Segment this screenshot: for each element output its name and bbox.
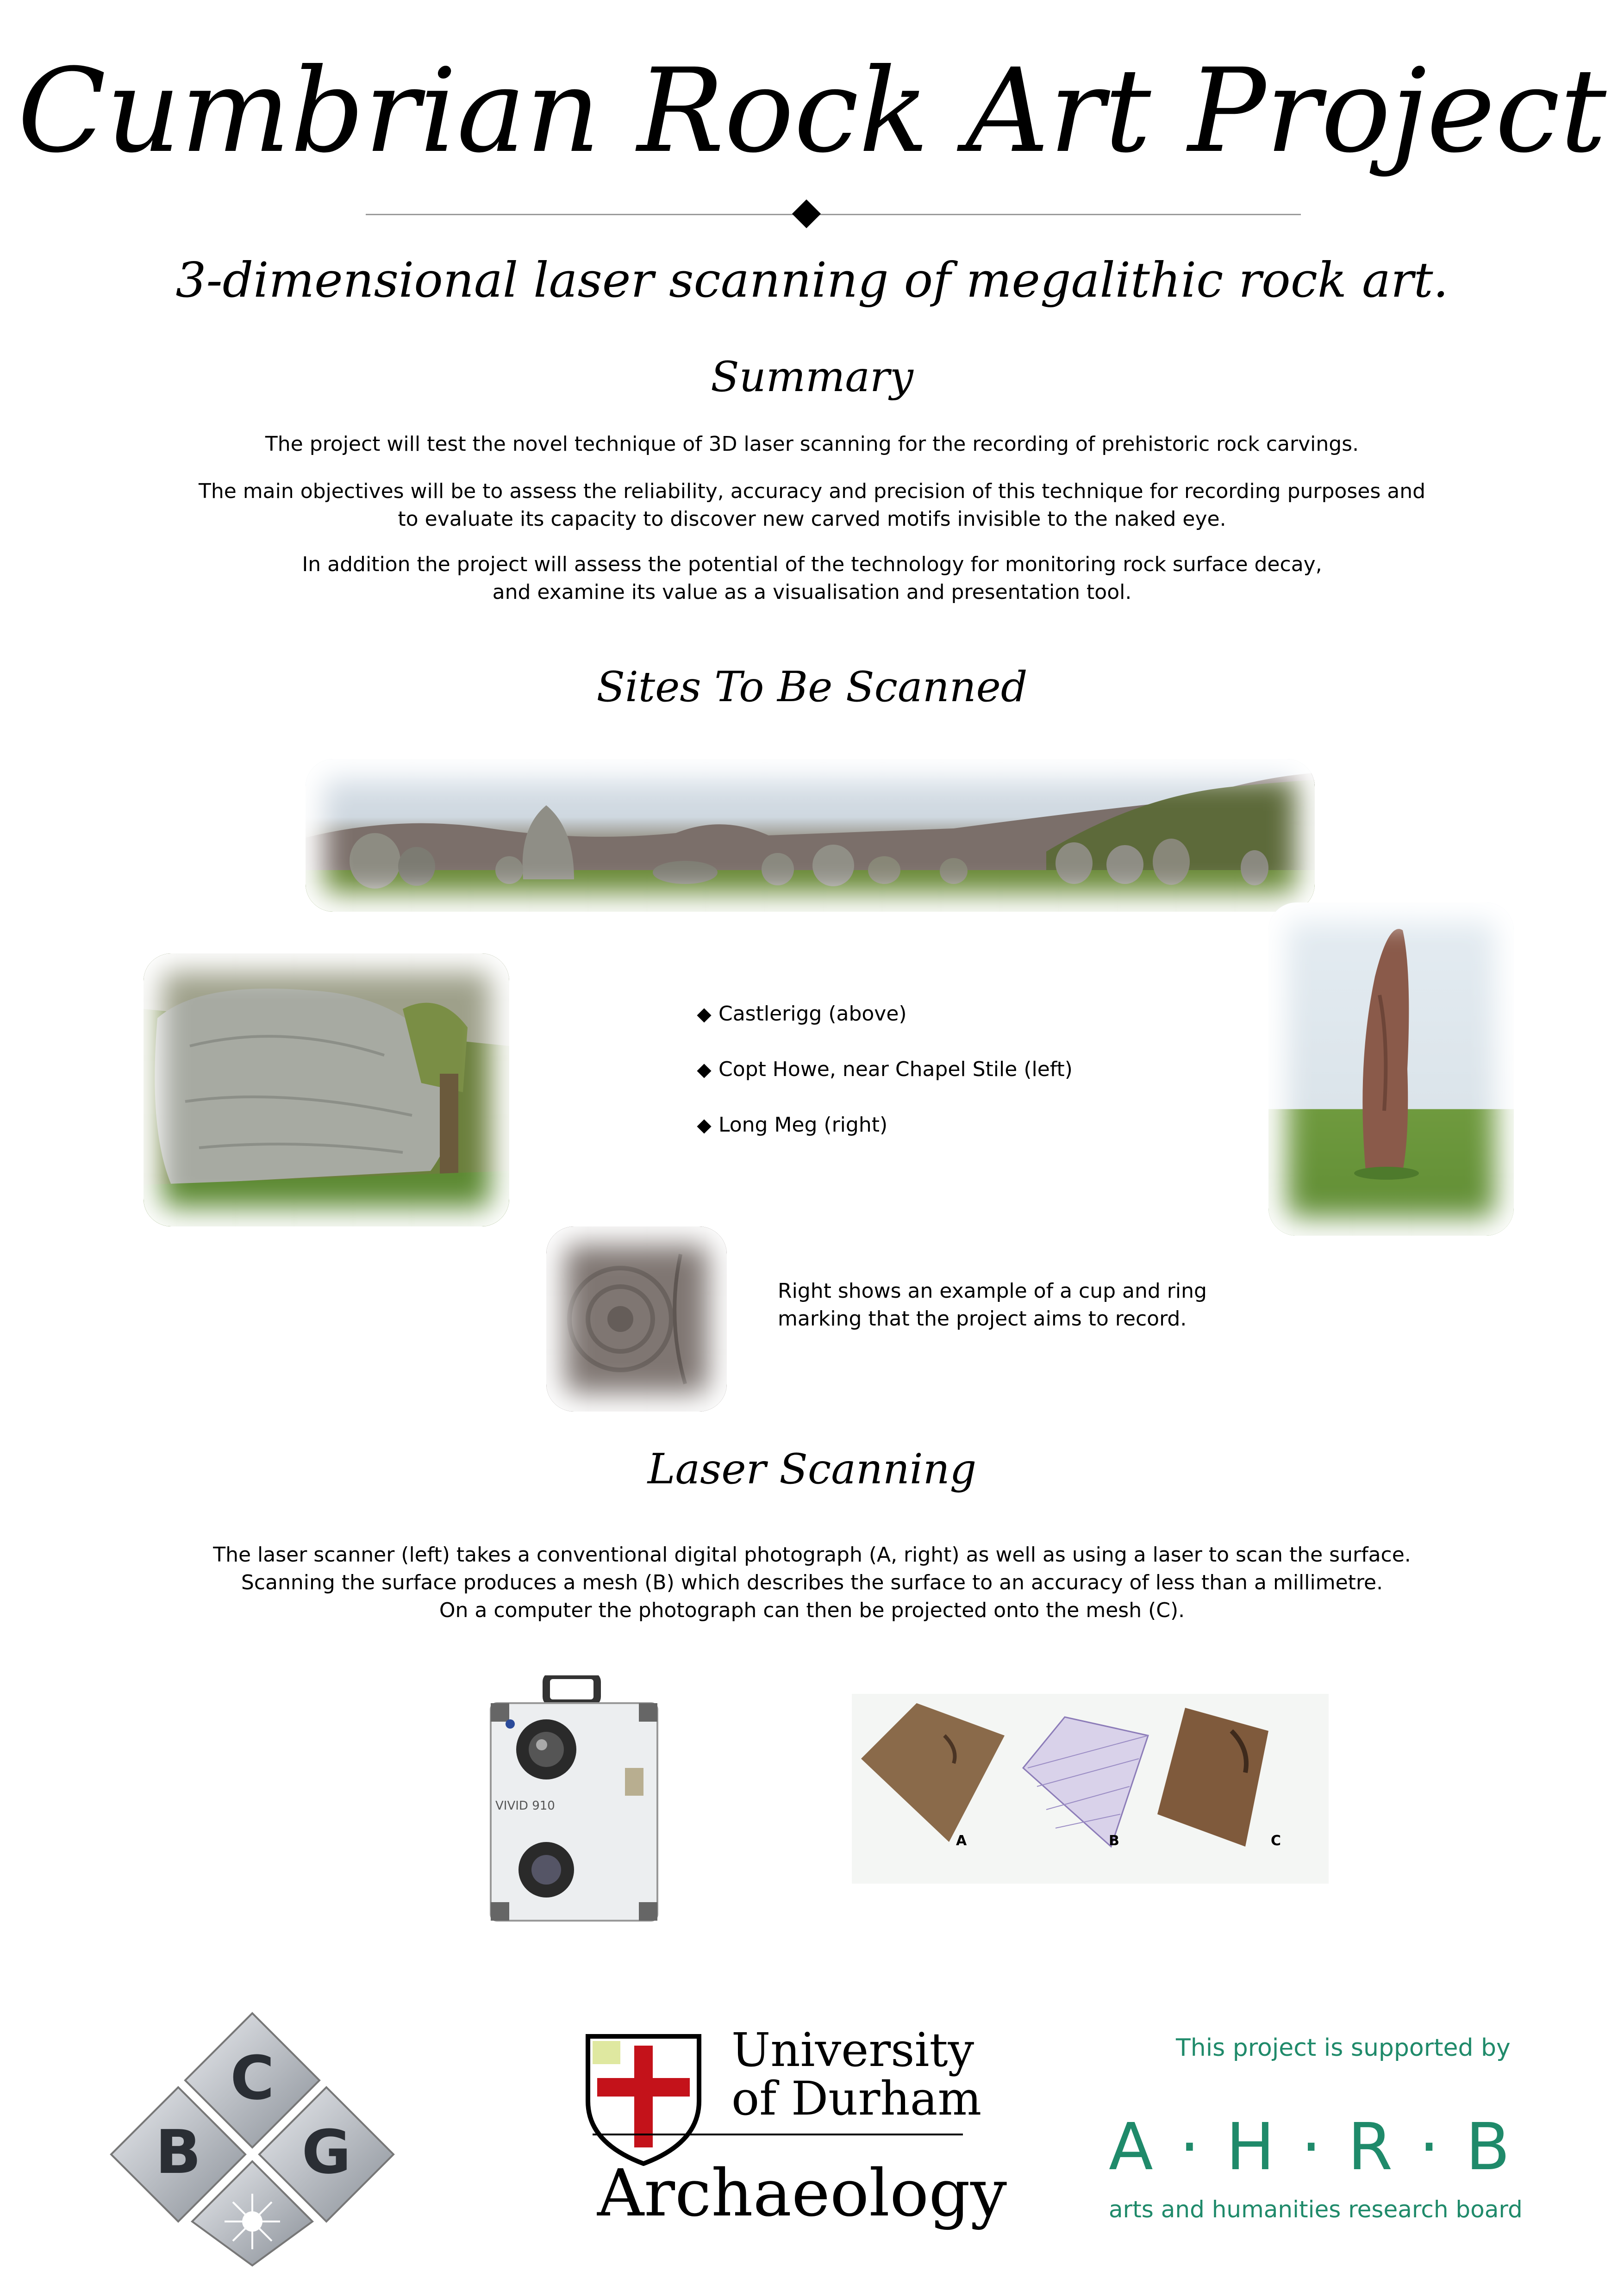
copt-howe-scene <box>144 953 509 1226</box>
durham-shield <box>583 2032 704 2166</box>
ahrb-logo-mark: A · H · R · B <box>1109 2109 1513 2185</box>
summary-paragraph-2a: The main objectives will be to assess the reliability, accuracy and precision of this technique for recording purposes and <box>198 479 1426 503</box>
poster-title: Cumbrian Rock Art Project <box>17 44 1607 178</box>
site-item-castlerigg <box>699 1002 907 1026</box>
summary-paragraph-2b: to evaluate its capacity to discover new carved motifs invisible to the naked eye. <box>398 507 1226 531</box>
cbg-logo-mark <box>102 2009 403 2268</box>
site-item-label: Castlerigg (above) <box>718 1002 907 1026</box>
long-meg-photo <box>1268 902 1514 1236</box>
durham-underline <box>593 2134 963 2135</box>
bullet-diamond-icon <box>697 1064 711 1078</box>
sites-heading: Sites To Be Scanned <box>596 663 1028 711</box>
laser-paragraph-3: On a computer the photograph can then be projected onto the mesh (C). <box>439 1599 1185 1622</box>
cbg-letter-c: C <box>230 2043 275 2113</box>
site-item-label: Copt Howe, near Chapel Stile (left) <box>718 1058 1073 1081</box>
scan-results-drawing <box>852 1694 1329 1884</box>
castlerigg-photo <box>306 759 1315 912</box>
long-meg-scene <box>1268 902 1514 1236</box>
summary-paragraph-3a: In addition the project will assess the potential of the technology for monitoring rock surface decay, <box>302 553 1322 576</box>
scan-results-image <box>852 1694 1329 1884</box>
durham-line-1: University <box>731 2023 974 2077</box>
bullet-diamond-icon <box>697 1119 711 1133</box>
poster-subtitle: 3-dimensional laser scanning of megalithic rock art. <box>175 252 1449 308</box>
mesh-label-a: A <box>956 1833 967 1849</box>
laser-scanner-image <box>481 1675 667 1925</box>
site-item-long-meg <box>699 1113 887 1137</box>
summary-heading: Summary <box>711 353 913 401</box>
site-item-copt-howe <box>699 1058 1073 1081</box>
durham-department: Archaeology <box>597 2156 1007 2231</box>
mesh-label-c: C <box>1271 1833 1281 1849</box>
ahrb-full-name: arts and humanities research board <box>1109 2196 1523 2223</box>
laser-paragraph-1: The laser scanner (left) takes a conventional digital photograph (A, right) as well as using a laser to scan the surface. <box>213 1543 1411 1567</box>
cbg-letter-b: B <box>155 2117 201 2187</box>
laser-scanner-drawing <box>481 1675 667 1925</box>
durham-line-2: of Durham <box>731 2072 982 2126</box>
copt-howe-photo <box>144 953 509 1226</box>
bullet-diamond-icon <box>697 1008 711 1022</box>
laser-paragraph-2: Scanning the surface produces a mesh (B) which describes the surface to an accuracy of less than a millimetre. <box>241 1571 1383 1594</box>
site-item-label: Long Meg (right) <box>718 1113 888 1137</box>
divider-diamond-icon <box>792 199 821 228</box>
summary-paragraph-1: The project will test the novel technique of 3D laser scanning for the recording of prehistoric rock carvings. <box>265 432 1359 456</box>
cup-and-ring-scene <box>546 1226 727 1412</box>
castlerigg-scene <box>306 759 1315 912</box>
cup-caption-line-2: marking that the project aims to record. <box>778 1307 1187 1331</box>
mesh-label-b: B <box>1109 1833 1119 1849</box>
support-statement: This project is supported by <box>1176 2034 1511 2062</box>
cup-caption-line-1: Right shows an example of a cup and ring <box>778 1279 1207 1303</box>
title-divider <box>366 214 1301 215</box>
cbg-logo <box>102 2009 403 2268</box>
scanner-model-label: VIVID 910 <box>495 1799 555 1813</box>
cbg-letter-g: G <box>301 2117 351 2187</box>
summary-paragraph-3b: and examine its value as a visualisation and presentation tool. <box>492 580 1132 604</box>
laser-heading: Laser Scanning <box>647 1445 977 1493</box>
cup-and-ring-photo <box>546 1226 727 1412</box>
durham-shield-icon <box>583 2032 704 2166</box>
